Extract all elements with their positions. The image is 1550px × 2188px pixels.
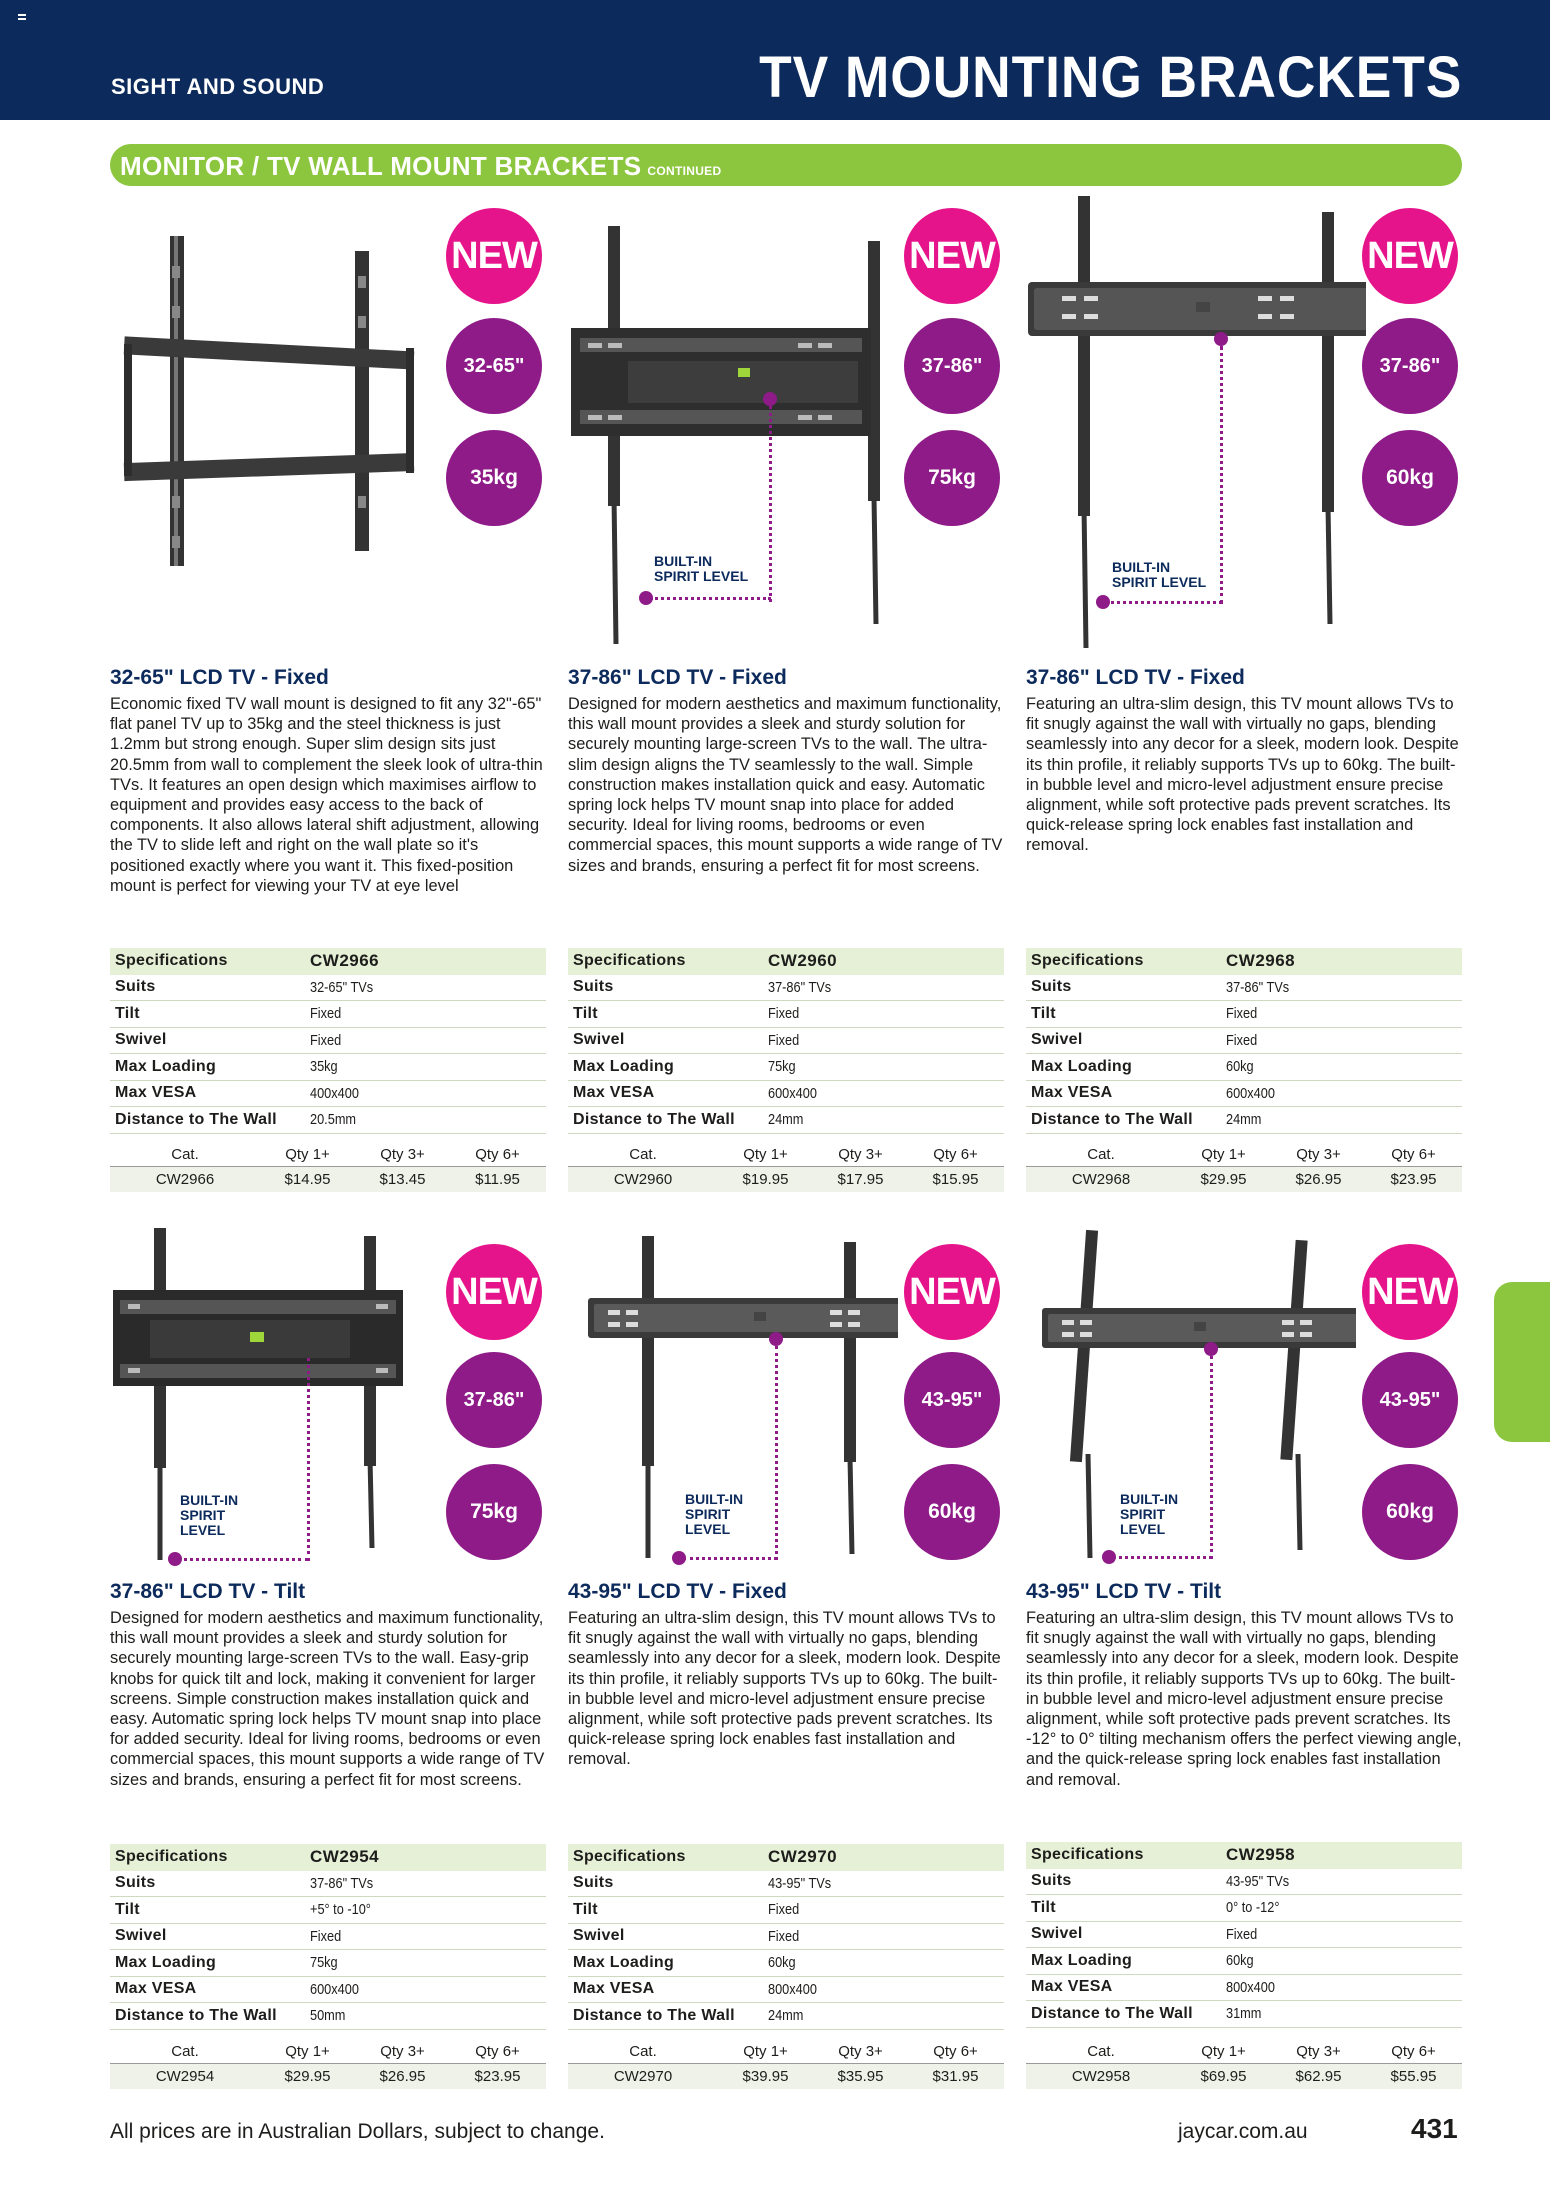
callout-dot bbox=[672, 1551, 686, 1565]
spec-code: CW2960 bbox=[768, 951, 838, 971]
spec-label: Max Loading bbox=[115, 1057, 217, 1075]
spec-value: 24mm bbox=[1226, 1111, 1262, 1129]
price-table bbox=[568, 2039, 1004, 2089]
price-header: Cat. bbox=[171, 2042, 199, 2060]
spec-label: Tilt bbox=[115, 1004, 140, 1022]
spec-label: Swivel bbox=[573, 1031, 625, 1049]
banner-title bbox=[120, 151, 721, 182]
product-title: 32-65" LCD TV - Fixed bbox=[110, 666, 329, 689]
page-title: TV MOUNTING BRACKETS bbox=[758, 45, 1462, 110]
size-badge: 37-86" bbox=[904, 318, 1000, 414]
spec-value: 600x400 bbox=[768, 1084, 817, 1102]
product-image bbox=[1026, 196, 1462, 656]
menu-icon bbox=[18, 14, 26, 20]
spec-value: 50mm bbox=[310, 2007, 346, 2025]
spec-label: Suits bbox=[573, 978, 614, 996]
spec-label: Tilt bbox=[1031, 1004, 1056, 1022]
banner-title-text: MONITOR / TV WALL MOUNT BRACKETS bbox=[120, 151, 642, 181]
size-badge: 37-86" bbox=[446, 1352, 542, 1448]
product-description: Designed for modern aesthetics and maximum functionality, this wall mount provides a sleek and sturdy solution for securely mounting large-screen TVs to the wall. The ultra-slim design aligns the TV seamlessly to the wall. Simple construction makes installation quick and easy. Automatic spring lock helps TV mount snap into place for added security. Ideal for living rooms, bedrooms or even commercial spaces, this mount supports a wide range of TV sizes and brands, ensuring a perfect fit for most screens. bbox=[568, 695, 1003, 875]
spec-value: Fixed bbox=[768, 1927, 800, 1945]
spec-header: Specifications bbox=[115, 1848, 228, 1866]
price-value: $11.95 bbox=[475, 1171, 520, 1188]
wall-bracket-icon bbox=[568, 196, 898, 656]
spec-label: Max Loading bbox=[1031, 1057, 1133, 1075]
spec-value: 37-86" TVs bbox=[768, 978, 832, 996]
product-image bbox=[110, 196, 546, 656]
spec-value: 20.5mm bbox=[310, 1111, 357, 1129]
price-header: Qty 6+ bbox=[475, 1145, 520, 1163]
price-header: Cat. bbox=[629, 2042, 657, 2060]
price-cat: CW2968 bbox=[1071, 1171, 1131, 1188]
size-badge: 37-86" bbox=[1362, 318, 1458, 414]
price-value: $26.95 bbox=[379, 2068, 426, 2085]
spec-label: Suits bbox=[1031, 1872, 1072, 1890]
callout-text: BUILT-IN bbox=[1112, 559, 1171, 575]
spirit-level-callout bbox=[180, 1493, 238, 1538]
wall-bracket-icon bbox=[110, 1228, 440, 1568]
callout-text: LEVEL bbox=[180, 1522, 226, 1538]
category-banner bbox=[110, 144, 1462, 186]
product-description: Featuring an ultra-slim design, this TV mount allows TVs to fit snugly against the wall with virtually no gaps, blending seamlessly into any decor for a sleek, modern look. Despite its thin profile, it reliably supports TVs up to 60kg. The built-in bubble level and micro-level adjustment ensure precise alignment, while soft protective pads prevent scratches. Its quick-release spring lock enables fast installation and removal. bbox=[568, 1609, 1001, 1769]
spec-label: Suits bbox=[115, 1874, 156, 1892]
spec-label: Max Loading bbox=[573, 1057, 675, 1075]
spec-label: Max Loading bbox=[1031, 1951, 1133, 1969]
product-image bbox=[568, 196, 1004, 656]
spec-value: Fixed bbox=[1226, 1031, 1258, 1049]
price-header: Cat. bbox=[1087, 1145, 1115, 1163]
spec-label: Max VESA bbox=[115, 1084, 197, 1102]
product-title: 37-86" LCD TV - Fixed bbox=[568, 666, 787, 689]
spirit-level-callout bbox=[685, 1492, 743, 1537]
callout-line bbox=[1220, 346, 1223, 604]
weight-badge: 60kg bbox=[904, 1464, 1000, 1560]
new-badge: NEW bbox=[446, 208, 542, 304]
spec-label: Swivel bbox=[115, 1031, 167, 1049]
price-header: Cat. bbox=[629, 1145, 657, 1163]
spec-value: 800x400 bbox=[768, 1980, 817, 1998]
spec-header: Specifications bbox=[1031, 1846, 1144, 1864]
spec-label: Max VESA bbox=[1031, 1084, 1113, 1102]
spec-value: Fixed bbox=[310, 1005, 342, 1023]
spec-label: Distance to The Wall bbox=[115, 1110, 277, 1128]
product-title: 43-95" LCD TV - Fixed bbox=[568, 1580, 787, 1603]
spec-label: Swivel bbox=[1031, 1925, 1083, 1943]
price-header: Qty 3+ bbox=[838, 2042, 883, 2060]
spec-label: Max VESA bbox=[115, 1980, 197, 1998]
price-cat: CW2954 bbox=[155, 2068, 215, 2085]
price-value: $23.95 bbox=[474, 2068, 521, 2085]
page-header bbox=[0, 0, 1550, 120]
price-value: $23.95 bbox=[1390, 1171, 1437, 1188]
callout-dot bbox=[168, 1552, 182, 1566]
price-value: $35.95 bbox=[837, 2068, 884, 2085]
callout-line bbox=[1210, 1356, 1213, 1559]
banner-subtitle: CONTINUED bbox=[647, 164, 722, 178]
callout-dot bbox=[1204, 1342, 1218, 1356]
product-description: Featuring an ultra-slim design, this TV mount allows TVs to fit snugly against the wall with virtually no gaps, blending seamlessly into any decor for a sleek, modern look. Despite its thin profile, it reliably supports TVs up to 60kg. The built-in bubble level and micro-level adjustment ensure precise alignment, while soft protective pads prevent scratches. Its -12° to 0° tilting mechanism offers the perfect viewing angle, and the quick-release spring lock enables fast installation and removal. bbox=[1026, 1609, 1462, 1789]
spec-label: Suits bbox=[1031, 978, 1072, 996]
spec-table bbox=[1026, 948, 1462, 1134]
spec-label: Tilt bbox=[573, 1004, 598, 1022]
price-value: $19.95 bbox=[742, 1171, 789, 1188]
wall-bracket-icon bbox=[110, 196, 440, 616]
spec-value: +5° to -10° bbox=[310, 1901, 371, 1919]
price-value: $39.95 bbox=[742, 2068, 789, 2085]
side-tab bbox=[1494, 1282, 1550, 1442]
spec-value: 400x400 bbox=[310, 1084, 359, 1102]
page-number: 431 bbox=[1411, 2113, 1458, 2144]
callout-text: SPIRIT bbox=[1120, 1506, 1166, 1522]
spec-value: 75kg bbox=[768, 1058, 796, 1076]
spirit-level-callout bbox=[1120, 1492, 1178, 1537]
spec-value: Fixed bbox=[768, 1031, 800, 1049]
spec-label: Distance to The Wall bbox=[1031, 2004, 1193, 2022]
spec-label: Max VESA bbox=[1031, 1978, 1113, 1996]
spec-label: Distance to The Wall bbox=[573, 1110, 735, 1128]
callout-line bbox=[1112, 1556, 1212, 1559]
spirit-level-callout bbox=[654, 554, 748, 584]
spec-label: Distance to The Wall bbox=[1031, 1110, 1193, 1128]
price-cat: CW2966 bbox=[155, 1171, 215, 1188]
new-badge: NEW bbox=[1362, 208, 1458, 304]
price-header: Qty 6+ bbox=[933, 1145, 978, 1163]
callout-dot bbox=[1214, 332, 1228, 346]
price-header: Qty 1+ bbox=[743, 2042, 788, 2060]
spec-value: 800x400 bbox=[1226, 1978, 1275, 1996]
callout-text: BUILT-IN bbox=[685, 1491, 744, 1507]
spec-value: 43-95" TVs bbox=[768, 1874, 832, 1892]
spec-code: CW2966 bbox=[310, 951, 380, 971]
spec-table bbox=[1026, 1842, 1462, 2028]
price-header: Cat. bbox=[1087, 2042, 1115, 2060]
callout-line bbox=[177, 1558, 309, 1561]
spec-label: Swivel bbox=[115, 1927, 167, 1945]
callout-text: SPIRIT bbox=[180, 1507, 226, 1523]
callout-text: SPIRIT LEVEL bbox=[1112, 574, 1207, 590]
callout-text: BUILT-IN bbox=[654, 553, 713, 569]
spec-table bbox=[568, 1844, 1004, 2030]
spec-header: Specifications bbox=[115, 952, 228, 970]
new-badge: NEW bbox=[1362, 1244, 1458, 1340]
price-value: $29.95 bbox=[1200, 1171, 1247, 1188]
spec-label: Max VESA bbox=[573, 1084, 655, 1102]
callout-text: BUILT-IN bbox=[180, 1492, 239, 1508]
new-badge: NEW bbox=[904, 1244, 1000, 1340]
callout-line bbox=[307, 1358, 310, 1561]
price-header: Qty 6+ bbox=[1391, 1145, 1436, 1163]
price-header: Qty 3+ bbox=[838, 1145, 883, 1163]
spec-label: Swivel bbox=[573, 1927, 625, 1945]
price-value: $69.95 bbox=[1200, 2068, 1247, 2085]
spec-value: 600x400 bbox=[310, 1980, 359, 1998]
spec-label: Distance to The Wall bbox=[573, 2006, 735, 2024]
callout-text: SPIRIT LEVEL bbox=[654, 568, 749, 584]
spec-label: Max VESA bbox=[573, 1980, 655, 1998]
spec-header: Specifications bbox=[1031, 952, 1144, 970]
spec-value: 75kg bbox=[310, 1954, 338, 1972]
price-header: Qty 3+ bbox=[1296, 2042, 1341, 2060]
size-badge: 43-95" bbox=[904, 1352, 1000, 1448]
section-label: SIGHT AND SOUND bbox=[111, 74, 325, 99]
spec-table bbox=[110, 948, 546, 1134]
price-value: $14.95 bbox=[284, 1171, 331, 1188]
spec-value: Fixed bbox=[310, 1927, 342, 1945]
price-header: Qty 1+ bbox=[743, 1145, 788, 1163]
callout-dot bbox=[763, 392, 777, 406]
spec-label: Tilt bbox=[573, 1900, 598, 1918]
price-header: Qty 1+ bbox=[1201, 1145, 1246, 1163]
spec-value: Fixed bbox=[768, 1901, 800, 1919]
callout-text: LEVEL bbox=[685, 1521, 731, 1537]
size-badge: 32-65" bbox=[446, 318, 542, 414]
wall-bracket-icon bbox=[1026, 1228, 1356, 1568]
spec-label: Max Loading bbox=[573, 1953, 675, 1971]
price-value: $26.95 bbox=[1295, 1171, 1342, 1188]
spec-value: Fixed bbox=[310, 1031, 342, 1049]
spec-header: Specifications bbox=[573, 1848, 686, 1866]
spec-value: 43-95" TVs bbox=[1226, 1872, 1290, 1890]
spec-table bbox=[110, 1844, 546, 2030]
price-header: Qty 1+ bbox=[1201, 2042, 1246, 2060]
price-header: Qty 3+ bbox=[380, 2042, 425, 2060]
weight-badge: 75kg bbox=[446, 1464, 542, 1560]
price-header: Qty 1+ bbox=[285, 2042, 330, 2060]
spec-value: 24mm bbox=[768, 1111, 804, 1129]
price-header: Qty 3+ bbox=[380, 1145, 425, 1163]
callout-line bbox=[1106, 601, 1222, 604]
callout-dot bbox=[1102, 1550, 1116, 1564]
website-link[interactable]: jaycar.com.au bbox=[1178, 2120, 1308, 2143]
spec-value: 35kg bbox=[310, 1058, 338, 1076]
spec-value: 60kg bbox=[768, 1954, 796, 1972]
spec-label: Tilt bbox=[1031, 1898, 1056, 1916]
product-description: Economic fixed TV wall mount is designed to fit any 32"-65" flat panel TV up to 35kg and the steel thickness is just 1.2mm but strong enough. Super slim design sits just 20.5mm from wall to complement the sleek look of ultra-thin TVs. It features an open design which maximises airflow to equipment and provides easy access to the back of components. It also allows lateral shift adjustment, allowing the TV to slide left and right on the wall plate so it's positioned exactly where you want it. This fixed-position mount is perfect for viewing your TV at eye level bbox=[110, 695, 543, 895]
new-badge: NEW bbox=[446, 1244, 542, 1340]
spec-header: Specifications bbox=[573, 952, 686, 970]
size-badge: 43-95" bbox=[1362, 1352, 1458, 1448]
price-table bbox=[110, 1142, 546, 1192]
spec-value: 600x400 bbox=[1226, 1084, 1275, 1102]
callout-dot bbox=[639, 591, 653, 605]
price-cat: CW2970 bbox=[613, 2068, 673, 2085]
spec-code: CW2954 bbox=[310, 1847, 380, 1867]
spec-code: CW2958 bbox=[1226, 1845, 1296, 1865]
callout-text: LEVEL bbox=[1120, 1521, 1166, 1537]
price-value: $62.95 bbox=[1295, 2068, 1342, 2085]
product-title: 37-86" LCD TV - Fixed bbox=[1026, 666, 1245, 689]
spec-value: 60kg bbox=[1226, 1952, 1254, 1970]
price-header: Qty 6+ bbox=[1391, 2042, 1436, 2060]
spec-value: Fixed bbox=[768, 1005, 800, 1023]
spec-label: Suits bbox=[573, 1874, 614, 1892]
weight-badge: 35kg bbox=[446, 430, 542, 526]
price-cat: CW2960 bbox=[613, 1171, 673, 1188]
weight-badge: 60kg bbox=[1362, 430, 1458, 526]
price-header: Cat. bbox=[171, 1145, 199, 1163]
spec-code: CW2968 bbox=[1226, 951, 1296, 971]
price-table bbox=[1026, 2039, 1462, 2089]
price-table bbox=[568, 1142, 1004, 1192]
callout-text: SPIRIT bbox=[685, 1506, 731, 1522]
product-description: Featuring an ultra-slim design, this TV mount allows TVs to fit snugly against the wall with virtually no gaps, blending seamlessly into any decor for a sleek, modern look. Despite its thin profile, it reliably supports TVs up to 60kg. The built-in bubble level and micro-level adjustment ensure precise alignment, while soft protective pads prevent scratches. Its quick-release spring lock enables fast installation and removal. bbox=[1026, 695, 1459, 855]
spec-label: Distance to The Wall bbox=[115, 2006, 277, 2024]
spec-value: 24mm bbox=[768, 2007, 804, 2025]
spec-label: Tilt bbox=[115, 1900, 140, 1918]
product-title: 37-86" LCD TV - Tilt bbox=[110, 1580, 306, 1603]
callout-dot bbox=[1096, 595, 1110, 609]
price-header: Qty 6+ bbox=[933, 2042, 978, 2060]
price-header: Qty 3+ bbox=[1296, 1145, 1341, 1163]
spec-value: 60kg bbox=[1226, 1058, 1254, 1076]
price-value: $13.45 bbox=[379, 1171, 426, 1188]
product-title: 43-95" LCD TV - Tilt bbox=[1026, 1580, 1222, 1603]
spec-table bbox=[568, 948, 1004, 1134]
price-table bbox=[110, 2039, 546, 2089]
callout-dot bbox=[769, 1332, 783, 1346]
spec-label: Max Loading bbox=[115, 1953, 217, 1971]
spec-code: CW2970 bbox=[768, 1847, 838, 1867]
spirit-level-callout bbox=[1112, 560, 1206, 590]
spec-value: 32-65" TVs bbox=[310, 978, 374, 996]
callout-line bbox=[775, 1346, 778, 1560]
price-value: $55.95 bbox=[1390, 2068, 1437, 2085]
spec-value: 37-86" TVs bbox=[1226, 978, 1290, 996]
product-description: Designed for modern aesthetics and maximum functionality, this wall mount provides a sleek and sturdy solution for securely mounting large-screen TVs to the wall. Easy-grip knobs for quick tilt and lock, making it convenient for larger screens. Simple construction makes installation quick and easy. Automatic spring lock helps TV mount snap into place for added security. Ideal for living rooms, bedrooms or even commercial spaces, this mount supports a wide range of TV sizes and brands, ensuring a perfect fit for most screens. bbox=[110, 1609, 545, 1789]
weight-badge: 75kg bbox=[904, 430, 1000, 526]
price-value: $31.95 bbox=[932, 2068, 979, 2085]
callout-line bbox=[769, 406, 772, 602]
price-value: $17.95 bbox=[837, 1171, 884, 1188]
spec-value: 0° to -12° bbox=[1226, 1899, 1280, 1917]
new-badge: NEW bbox=[904, 208, 1000, 304]
weight-badge: 60kg bbox=[1362, 1464, 1458, 1560]
callout-line bbox=[683, 1557, 777, 1560]
price-header: Qty 6+ bbox=[475, 2042, 520, 2060]
price-value: $15.95 bbox=[932, 1171, 979, 1188]
spec-value: Fixed bbox=[1226, 1005, 1258, 1023]
callout-text: BUILT-IN bbox=[1120, 1491, 1179, 1507]
price-header: Qty 1+ bbox=[285, 1145, 330, 1163]
callout-line bbox=[650, 597, 771, 600]
spec-value: 37-86" TVs bbox=[310, 1874, 374, 1892]
spec-value: 31mm bbox=[1226, 2005, 1262, 2023]
price-disclaimer: All prices are in Australian Dollars, subject to change. bbox=[110, 2120, 605, 2143]
spec-label: Suits bbox=[115, 978, 156, 996]
spec-value: Fixed bbox=[1226, 1925, 1258, 1943]
price-cat: CW2958 bbox=[1071, 2068, 1131, 2085]
price-table bbox=[1026, 1142, 1462, 1192]
price-value: $29.95 bbox=[284, 2068, 331, 2085]
spec-label: Swivel bbox=[1031, 1031, 1083, 1049]
